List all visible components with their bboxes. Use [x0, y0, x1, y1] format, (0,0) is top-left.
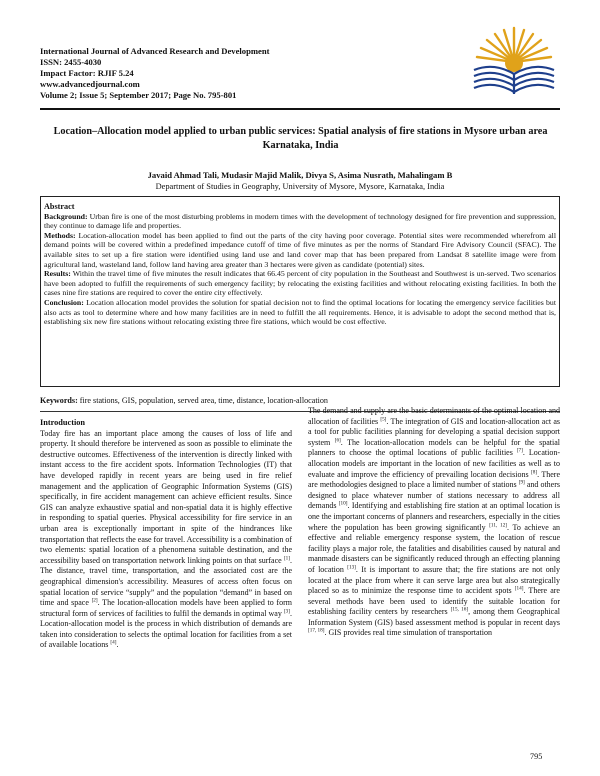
right-text-l: . GIS provides real time simulation of transportation: [324, 628, 492, 638]
citation-9[interactable]: [9]: [518, 479, 525, 486]
citation-15-16[interactable]: [15, 16]: [450, 606, 469, 613]
background-label: Background:: [44, 211, 88, 221]
citation-14[interactable]: [14]: [514, 585, 524, 592]
keywords-label: Keywords:: [40, 396, 78, 405]
citation-17-18[interactable]: [17, 18]: [308, 627, 325, 634]
methods-label: Methods:: [44, 230, 76, 240]
intro-text-1: Today fire has an important place among the causes of loss of life and property. It should therefore be intervened as soon as possible to eliminate the destructive outcomes. Effectiveness of the intervention is directly linked with instant access to the fire accident spots. Information Technologies (IT) that have developed rapidly in recent years are being used in fire relief management and the application of Geographic Information Systems (GIS) specifically, in fire accident management can achieve efficient results. Since GIS can analyze exhaustive spatial and non-spatial data it is highly effective in responding to spatial queries. Physical accessibility for fire service in an urban area is exceptionally important in spite of the hindrances like transportation that reflects the ease for travel. Accessibility is a combination of two elements: spatial location of a phenomena suitable destination, and the accessibility based on transportation network linking points on that surface: [40, 428, 292, 565]
citation-1[interactable]: [1]: [283, 555, 290, 562]
right-text-c: . The location-allocation models can be helpful for the spatial planners to choose the optimal locations of public facilities: [308, 437, 560, 458]
intro-text-3: . The location-allocation models have been applied to form structural form of services of facilities to fulfil the demands in optimal way: [40, 598, 292, 618]
paper-authors: Javaid Ahmad Tali, Mudasir Majid Malik, Divya S, Asima Nusrath, Mahalingam B: [147, 170, 453, 180]
abstract-conclusion: [44, 298, 556, 327]
intro-text-2: . The distance, travel time, transportation, and the associated cost are the geographical dimension's accessibility. Measures of access often focus on spatial location of service “supply” and the population “demand” in based on time and space: [40, 555, 292, 608]
citation-7[interactable]: [7]: [516, 447, 523, 454]
conclusion-label: Conclusion:: [44, 297, 84, 307]
citation-3[interactable]: [3]: [283, 608, 290, 615]
header-divider: [40, 108, 560, 110]
citation-4[interactable]: [4]: [110, 639, 117, 646]
right-text-i: . It is important to assure that; the fire stations are not only located at the place from where it can serve large area but also strategically placed so as to minimize the response time to accident spots: [308, 564, 561, 596]
page-number: 795: [530, 752, 543, 761]
journal-name: International Journal of Advanced Research and Development: [40, 46, 270, 56]
right-text-f: and others designed to place whatever number of stations necessary to address all demands: [308, 480, 560, 511]
right-text-d: . Location-allocation models are important in the location of new facilities as well as to evaluate and improve the efficiency of prevailing location decisions: [308, 448, 560, 479]
right-text-j: . There are several methods have been used to identify the suitable location for establishing facility centers by researchers: [308, 586, 560, 617]
keywords: [40, 395, 560, 406]
citation-13[interactable]: [13]: [347, 564, 356, 571]
citation-6[interactable]: [6]: [334, 437, 341, 444]
right-text-k: , among them Geographical Information System (GIS) based assessment method is popular in recent days: [308, 607, 561, 627]
abstract-heading: Abstract: [44, 202, 75, 211]
right-text-a: The demand and supply are the basic determinants of the optimal location and allocation of facilities: [308, 406, 560, 426]
intro-text-4: . Location-allocation model is the process in which distribution of demands are taken into consideration to selects the optimal location for facilities from a set of available locations: [40, 608, 292, 650]
background-text: Urban fire is one of the most disturbing problems in modern times with the development of technology designed for fire prevention and suppression, they continue to damage life and properties.: [44, 211, 556, 231]
paper-title: Location–Allocation model applied to urban public services: Spatial analysis of fire stations in Mysore urban area Karnataka, India: [53, 126, 548, 151]
paper-affiliation: Department of Studies in Geography, University of Mysore, Mysore, Karnataka, India: [155, 182, 445, 191]
citation-11-12[interactable]: [11, 12]: [489, 521, 508, 528]
citation-2[interactable]: [2]: [91, 597, 98, 604]
keywords-text: fire stations, GIS, population, served area, time, distance, location-allocation: [77, 396, 328, 405]
journal-impact-factor: Impact Factor: RJIF 5.24: [40, 68, 134, 78]
intro-text-5: .: [116, 640, 119, 650]
journal-website[interactable]: www.advancedjournal.com: [40, 79, 140, 89]
journal-volume-issue: Volume 2; Issue 5; September 2017; Page No. 795-801: [40, 90, 237, 100]
journal-logo-icon: [468, 22, 560, 100]
citation-10[interactable]: [10]: [338, 500, 348, 507]
journal-header: [40, 46, 400, 101]
introduction-paragraph: [40, 429, 292, 651]
right-text-h: . To achieve an effective and reliable emergency response system, the location of rescue facility plays a major role, the fatalities and disabilities caused by natural and manmade disasters can be significantly reduced through an effecting planning of location: [308, 522, 560, 574]
methods-text: Location-allocation model has been applied to find out the parts of the city having poor coverage. Potential sites were recommended wherefrom all demand points will be covered within a predefined impedance cutoff of time of five minutes as per the norms of Standard Fire Advisory Council (SFAC). The available sites to set up a fire station were identified using land use and land cover map that has been prepared from Landsat 8 satellite image were from agricultural land, wasteland land, follow land having area greater than 3 hectares were given as candidate (potential) sites.: [44, 230, 556, 269]
right-text-b: . The integration of GIS and location-allocation act as a tool for public facilities planning for developing a spatial decision support system: [308, 416, 560, 447]
introduction-heading: Introduction: [40, 418, 86, 427]
right-column: [308, 406, 560, 639]
abstract-methods: [44, 231, 556, 269]
results-text: Within the travel time of five minutes the result indicates that 66.45 percent of city population in the Southeast and Southwest is un-served. Two scenarios have been adopted to fulfill the requirements of such emergency facility; by relocating the existing facilities and without relocating existing facilities. In both the cases nine fire stations are required to cover the entire city effectively.: [44, 269, 556, 298]
abstract-results: [44, 269, 556, 298]
journal-issn: ISSN: 2455-4030: [40, 57, 102, 67]
right-column-paragraph: [308, 406, 560, 639]
results-label: Results:: [44, 269, 71, 279]
right-text-g: . Identifying and establishing fire station at an optimal location is one the important concerns of planners and researchers, especially in the cities where the population has been growing significantly: [308, 501, 560, 532]
citation-8[interactable]: [8]: [531, 468, 538, 475]
abstract-background: [44, 212, 556, 231]
conclusion-text: Location allocation model provides the solution for spatial decision not to find the optimal locations for locating the emergency service facilities but also acts as tool to determine where and how many facilities are in need to fulfill the all requirements. Hence, it is advisable to adopt the second method that is, establishing six new fire stations without relocating existing three fire stations, which would be cost effective.: [44, 297, 556, 327]
left-column: [40, 418, 292, 651]
right-text-e: . There are methodologies designed to place a limited number of stations: [308, 469, 561, 490]
citation-5[interactable]: [5]: [380, 415, 387, 422]
abstract-box: [40, 196, 560, 387]
